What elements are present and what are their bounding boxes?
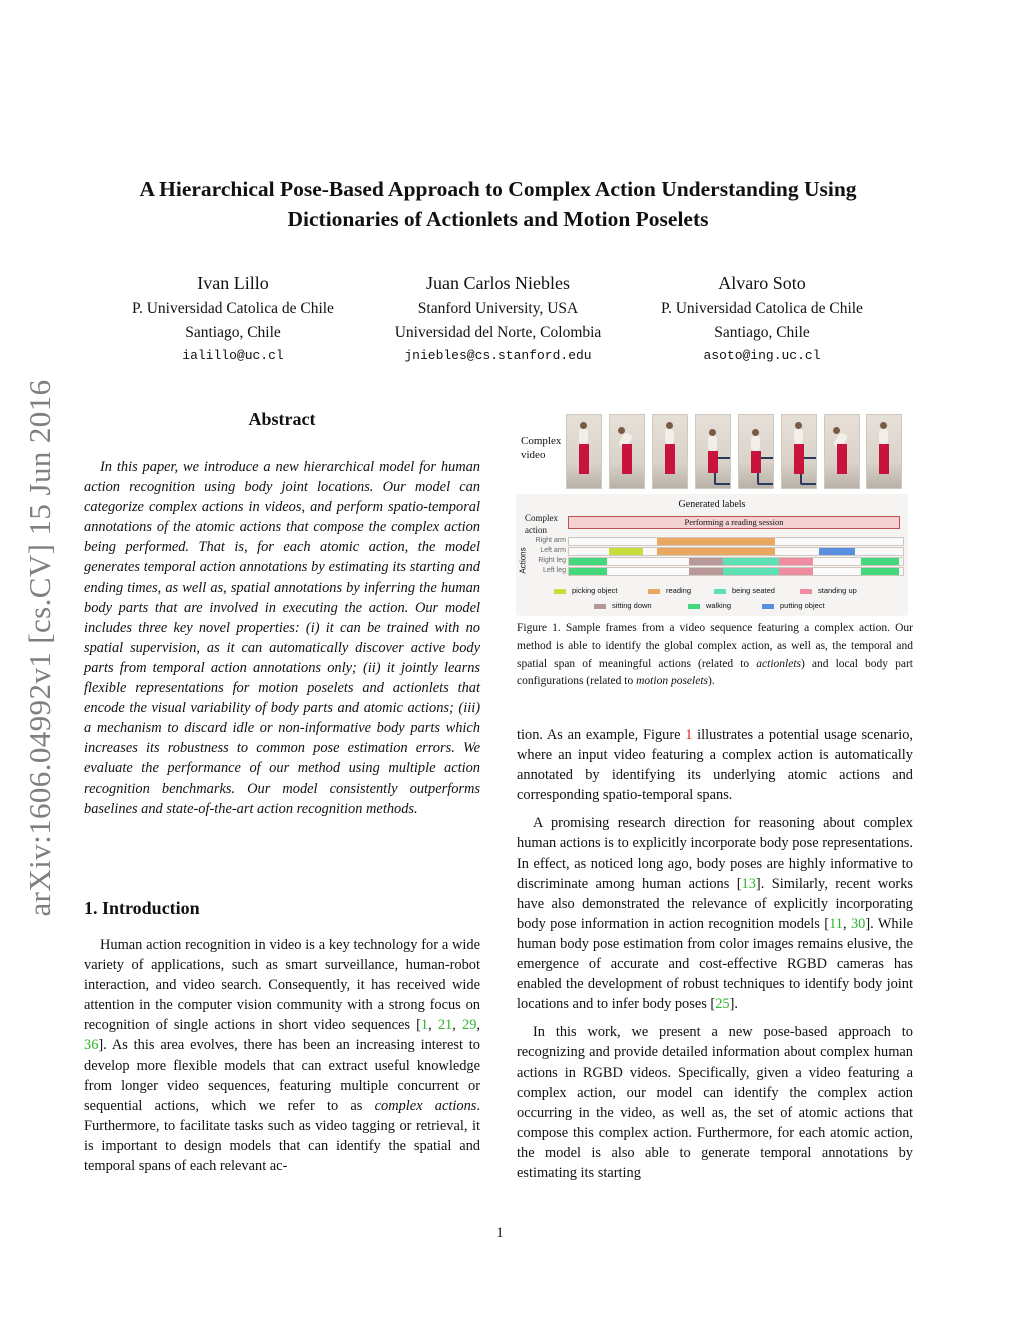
author-name: Ivan Lillo xyxy=(197,273,269,293)
text-run: . Furthermore, to facilitate tasks such as video tagging or retrieval, it is important to design models that can identify the spatial and temporal spans of each relevant ac- xyxy=(84,1097,480,1175)
introduction-text xyxy=(84,935,480,1176)
arxiv-identifier: arXiv:1606.04992v1 [cs.CV] 15 Jun 2016 xyxy=(22,379,57,917)
person-legs xyxy=(879,444,889,474)
title-line-2: Dictionaries of Actionlets and Motion Poselets xyxy=(287,207,709,231)
emphasis-text: complex actions xyxy=(374,1097,477,1114)
caption-text: ). xyxy=(708,675,715,688)
text-run: illustrates a potential usage scenario, where an input video featuring a complex action is automatically annotated by identifying its underlying atomic actions and corresponding spatio-temporal spans. xyxy=(517,727,913,804)
segment-sitting-down xyxy=(689,568,723,575)
timeline-row-right-arm xyxy=(568,537,904,546)
figure-link[interactable]: 1 xyxy=(685,727,693,743)
video-frame xyxy=(738,414,774,489)
person-legs xyxy=(622,444,632,474)
abstract-text xyxy=(84,457,480,819)
text-run: A promising research direction for reasoning about complex human actions is to explicitly incorporate body pose representations. In effect, as noticed long ago, body poses are highly informative to discriminate among human actions [ xyxy=(517,815,913,892)
author-email[interactable]: jniebles@cs.stanford.edu xyxy=(404,348,592,363)
legend-label: walking xyxy=(706,601,732,610)
figure-caption xyxy=(517,620,913,691)
text-run: tion. As an example, Figure xyxy=(517,727,686,743)
author-location: Universidad del Norte, Colombia xyxy=(394,323,602,341)
segment-being-seated xyxy=(723,558,779,565)
segment-walking xyxy=(861,568,899,575)
timeline-row-left-leg xyxy=(568,567,904,576)
complex-action-label: Complex action xyxy=(525,513,558,535)
complex-action-bar: Performing a reading session xyxy=(568,516,900,529)
legend-label: being seated xyxy=(732,586,775,595)
segment-picking-object xyxy=(609,548,643,555)
paper-title xyxy=(60,174,936,234)
video-frame xyxy=(824,414,860,489)
row-label: Left arm xyxy=(540,547,566,554)
author-block-2 xyxy=(348,270,648,368)
legend-item xyxy=(762,601,825,610)
text-run: ]. Similarly, recent works have also demonstrated the relevance of explicitly incorporating body pose information in action recognition models [ xyxy=(517,875,913,932)
legend-label: putting object xyxy=(780,601,825,610)
author-email[interactable]: ialillo@uc.cl xyxy=(182,348,284,363)
introduction-paragraph: Human action recognition in video is a key technology for a wide variety of applications, such as smart surveillance, human-robot interaction, and video search. Consequently, it has received wide attention in the computer vision community with a strong focus on recognition of single actions in short video sequences [1, 21, 29, 36]. As this area evolves, there has been an increasing interest to develop more flexible models that can extract useful knowledge from longer video sequences, featuring multiple concurrent or sequential actions, which we refer to as complex actions. Furthermore, to facilitate tasks such as video tagging or retrieval, it is important to design models that can identify the spatial and temporal spans of each relevant ac- xyxy=(84,937,480,1175)
citation-link[interactable]: 21 xyxy=(437,1017,453,1034)
segment-reading xyxy=(657,538,775,545)
caption-text: ) and local body part configurations (related to xyxy=(517,657,913,688)
legend-item xyxy=(714,586,775,595)
figure-1 xyxy=(516,406,908,618)
person-head xyxy=(880,422,887,429)
text-run: ]. xyxy=(729,996,739,1013)
timeline-row-right-leg xyxy=(568,557,904,566)
paragraph: In this work, we present a new pose-based approach to recognizing and provide detailed information about complex human actions in RGBD videos. Specifically, given a video featuring a complex action, our model can identify the complex action occurring in the video, as well as, the set of atomic actions that compose this complex action. Furthermore, for each atomic action, the model is also able to generate temporal annotations by estimating its starting xyxy=(517,1024,913,1181)
legend-item xyxy=(594,601,652,610)
timeline-row-left-arm xyxy=(568,547,904,556)
segment-standing-up xyxy=(779,558,813,565)
text-run: Human action recognition in video is a key technology for a wide variety of applications, such as smart surveillance, human-robot interaction, and video search. Consequently, it has received wide attention in the computer vision community with a strong focus on recognition of single actions in short video sequences [ xyxy=(84,937,480,1034)
person-legs xyxy=(794,444,804,474)
person-head xyxy=(709,429,716,436)
segment-being-seated xyxy=(723,568,779,575)
legend-label: picking object xyxy=(572,586,618,595)
video-frame xyxy=(652,414,688,489)
segment-putting-object xyxy=(819,548,855,555)
citation-link[interactable]: 36 xyxy=(84,1037,99,1054)
caption-text: Figure 1. Sample frames from a video sequence featuring a complex action. Our method is able to identify the global complex action, as well as, the temporal and spatial span of meaningful actions (related to xyxy=(517,622,913,670)
segment-reading xyxy=(657,548,775,555)
video-frame xyxy=(566,414,602,489)
abstract-paragraph: In this paper, we introduce a new hierarchical model for human action recognition using body joint locations. Our model can categorize complex actions in videos, and perform spatio-temporal annotations of the atomic actions that compose the complex action being performed. That is, for each atomic action, the model generates temporal action annotations by estimating its starting and ending times, as well as, spatial annotations by inferring the human body parts that are involved in executing the action. Our model includes three key novel properties: (i) it can be trained with no spatial supervision, as it can automatically discover active body parts from temporal action annotations only; (ii) it jointly learns flexible representations for motion poselets and actionlets that encode the visual variability of body parts and atomic actions; (iii) a mechanism to discard idle or non-informative body parts which increases its robustness to common pose estimation errors. We evaluate the performance of our method using multiple action recognition benchmarks. Our model consistently outperforms baselines and state-of-the-art action recognition methods. xyxy=(84,459,480,817)
author-block-3 xyxy=(612,270,912,368)
author-name: Juan Carlos Niebles xyxy=(426,273,570,293)
author-location: Santiago, Chile xyxy=(714,323,810,341)
person-torso xyxy=(794,429,803,444)
person-torso xyxy=(879,429,888,444)
person-torso xyxy=(665,429,674,444)
citation-link[interactable]: 1 xyxy=(420,1017,429,1034)
legend-swatch xyxy=(648,589,660,594)
legend-swatch xyxy=(594,604,606,609)
legend-label: reading xyxy=(666,586,692,595)
person-torso xyxy=(751,436,760,451)
video-frame xyxy=(695,414,731,489)
generated-labels-title: Generated labels xyxy=(678,499,746,510)
right-column-text xyxy=(517,725,913,1191)
author-location: Santiago, Chile xyxy=(185,323,281,341)
abstract-heading: Abstract xyxy=(248,409,316,429)
segment-standing-up xyxy=(779,568,813,575)
person-head xyxy=(752,429,759,436)
paragraph xyxy=(517,725,913,805)
person-legs xyxy=(665,444,675,474)
person-legs xyxy=(708,451,718,473)
legend-swatch xyxy=(800,589,812,594)
person-head xyxy=(795,422,802,429)
person-head xyxy=(580,422,587,429)
complex-video-label: Complex video xyxy=(521,435,562,461)
video-frame xyxy=(609,414,645,489)
legend-item xyxy=(554,586,617,595)
legend-label: sitting down xyxy=(612,601,652,610)
citation-link[interactable]: 29 xyxy=(462,1017,477,1034)
person-legs xyxy=(579,444,589,474)
legend-label: standing up xyxy=(818,586,857,595)
author-name: Alvaro Soto xyxy=(718,273,806,293)
text-run: ]. While human body pose estimation from color images remains elusive, the emergence of accurate and cost-effective RGBD cameras has enabled the development of robust techniques to identify body joint locations and to infer body poses [ xyxy=(517,915,914,1013)
actions-axis-label: Actions xyxy=(518,547,528,574)
text-run: ]. As this area evolves, there has been an increasing interest to develop more flexible models that can extract useful knowledge from longer video sequences, featuring multiple concurrent or sequential actions, which we refer to as xyxy=(84,1037,480,1114)
legend-swatch xyxy=(762,604,774,609)
row-label: Right arm xyxy=(535,537,566,544)
row-label: Right leg xyxy=(538,557,566,564)
legend-swatch xyxy=(554,589,566,594)
video-frame xyxy=(866,414,902,489)
person-torso xyxy=(708,436,717,451)
emphasis-text: actionlets xyxy=(756,657,801,670)
row-label: Left leg xyxy=(543,567,566,574)
segment-sitting-down xyxy=(689,558,723,565)
citation-link[interactable]: 25 xyxy=(715,996,730,1013)
citation-link[interactable]: 30 xyxy=(850,915,866,932)
segment-walking xyxy=(569,558,607,565)
person-legs xyxy=(837,444,847,474)
labels-panel xyxy=(516,494,908,616)
introduction-heading: 1. Introduction xyxy=(84,898,200,918)
legend-item xyxy=(648,586,691,595)
citation-link[interactable]: 11 xyxy=(829,915,843,932)
author-email[interactable]: asoto@ing.uc.cl xyxy=(703,348,821,363)
video-frame xyxy=(781,414,817,489)
author-block-1 xyxy=(83,270,383,368)
legend-swatch xyxy=(714,589,726,594)
citation-link[interactable]: 13 xyxy=(741,875,756,892)
author-affiliation: P. Universidad Catolica de Chile xyxy=(661,300,863,317)
legend-item xyxy=(800,586,857,595)
title-line-1: A Hierarchical Pose-Based Approach to Complex Action Understanding Using xyxy=(139,177,857,201)
person-torso xyxy=(579,429,588,444)
person-head xyxy=(666,422,673,429)
person-legs xyxy=(751,451,761,473)
legend-swatch xyxy=(688,604,700,609)
author-affiliation: P. Universidad Catolica de Chile xyxy=(132,300,334,317)
emphasis-text: motion poselets xyxy=(636,675,708,688)
segment-walking xyxy=(569,568,607,575)
author-affiliation: Stanford University, USA xyxy=(417,300,579,317)
page-number: 1 xyxy=(496,1225,504,1241)
segment-walking xyxy=(861,558,899,565)
paragraph: A promising research direction for reasoning about complex human actions is to explicitly incorporate body pose representations. In effect, as noticed long ago, body poses are highly informative to discriminate among human actions [13]. Similarly, recent works have also demonstrated the relevance of explicitly incorporating body pose information in action recognition models [11, 30]. While human body pose estimation from color images remains elusive, the emergence of accurate and cost-effective RGBD cameras has enabled the development of robust techniques to identify body joint locations and to infer body poses [25]. xyxy=(517,815,914,1013)
legend-item xyxy=(688,601,731,610)
